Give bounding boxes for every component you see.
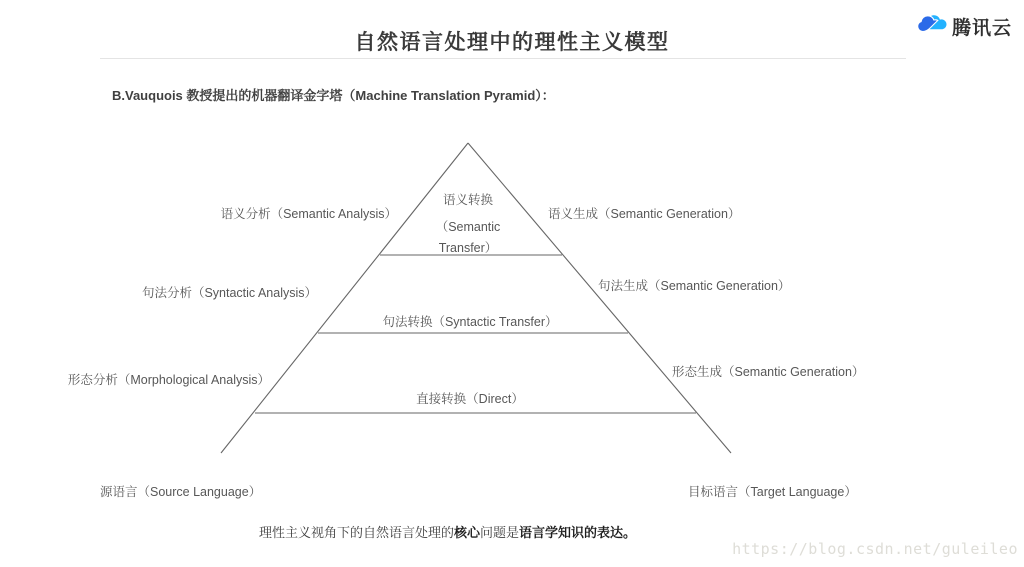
summary-segment-bold: 核心 <box>453 525 480 540</box>
label-direct-transfer: 直接转换（Direct） <box>416 392 524 406</box>
label-semantic-transfer-line2: （Semantic <box>435 220 501 234</box>
label-semantic-generation: 语义生成（Semantic Generation） <box>548 207 741 221</box>
label-morphological-analysis: 形态分析（Morphological Analysis） <box>67 373 270 387</box>
label-semantic-analysis: 语义分析（Semantic Analysis） <box>220 207 397 221</box>
summary-segment: 理性主义视角下的自然语言处理的 <box>258 525 454 540</box>
label-syntactic-analysis: 句法分析（Syntactic Analysis） <box>141 286 317 300</box>
label-source-language: 源语言（Source Language） <box>100 485 262 499</box>
summary-segment-bold: 语言学知识的表达。 <box>519 525 637 540</box>
label-morphological-generation: 形态生成（Semantic Generation） <box>672 365 865 379</box>
subtitle: B.Vauquois 教授提出的机器翻译金字塔（Machine Translation Pyramid）： <box>112 88 555 103</box>
page-title: 自然语言处理中的理性主义模型 <box>354 31 670 54</box>
summary-sentence <box>0 522 895 541</box>
label-syntactic-transfer: 句法转换（Syntactic Transfer） <box>382 315 558 329</box>
summary-segment: 问题是 <box>480 525 520 540</box>
watermark-url: https://blog.csdn.net/guleileo <box>732 540 1018 558</box>
label-syntactic-generation: 句法生成（Semantic Generation） <box>598 279 791 293</box>
label-semantic-transfer-line1: 语义转换 <box>442 193 493 207</box>
label-semantic-transfer-line3: Transfer） <box>438 241 498 255</box>
logo-text: 腾讯云 <box>952 17 1013 39</box>
label-target-language: 目标语言（Target Language） <box>688 485 857 499</box>
